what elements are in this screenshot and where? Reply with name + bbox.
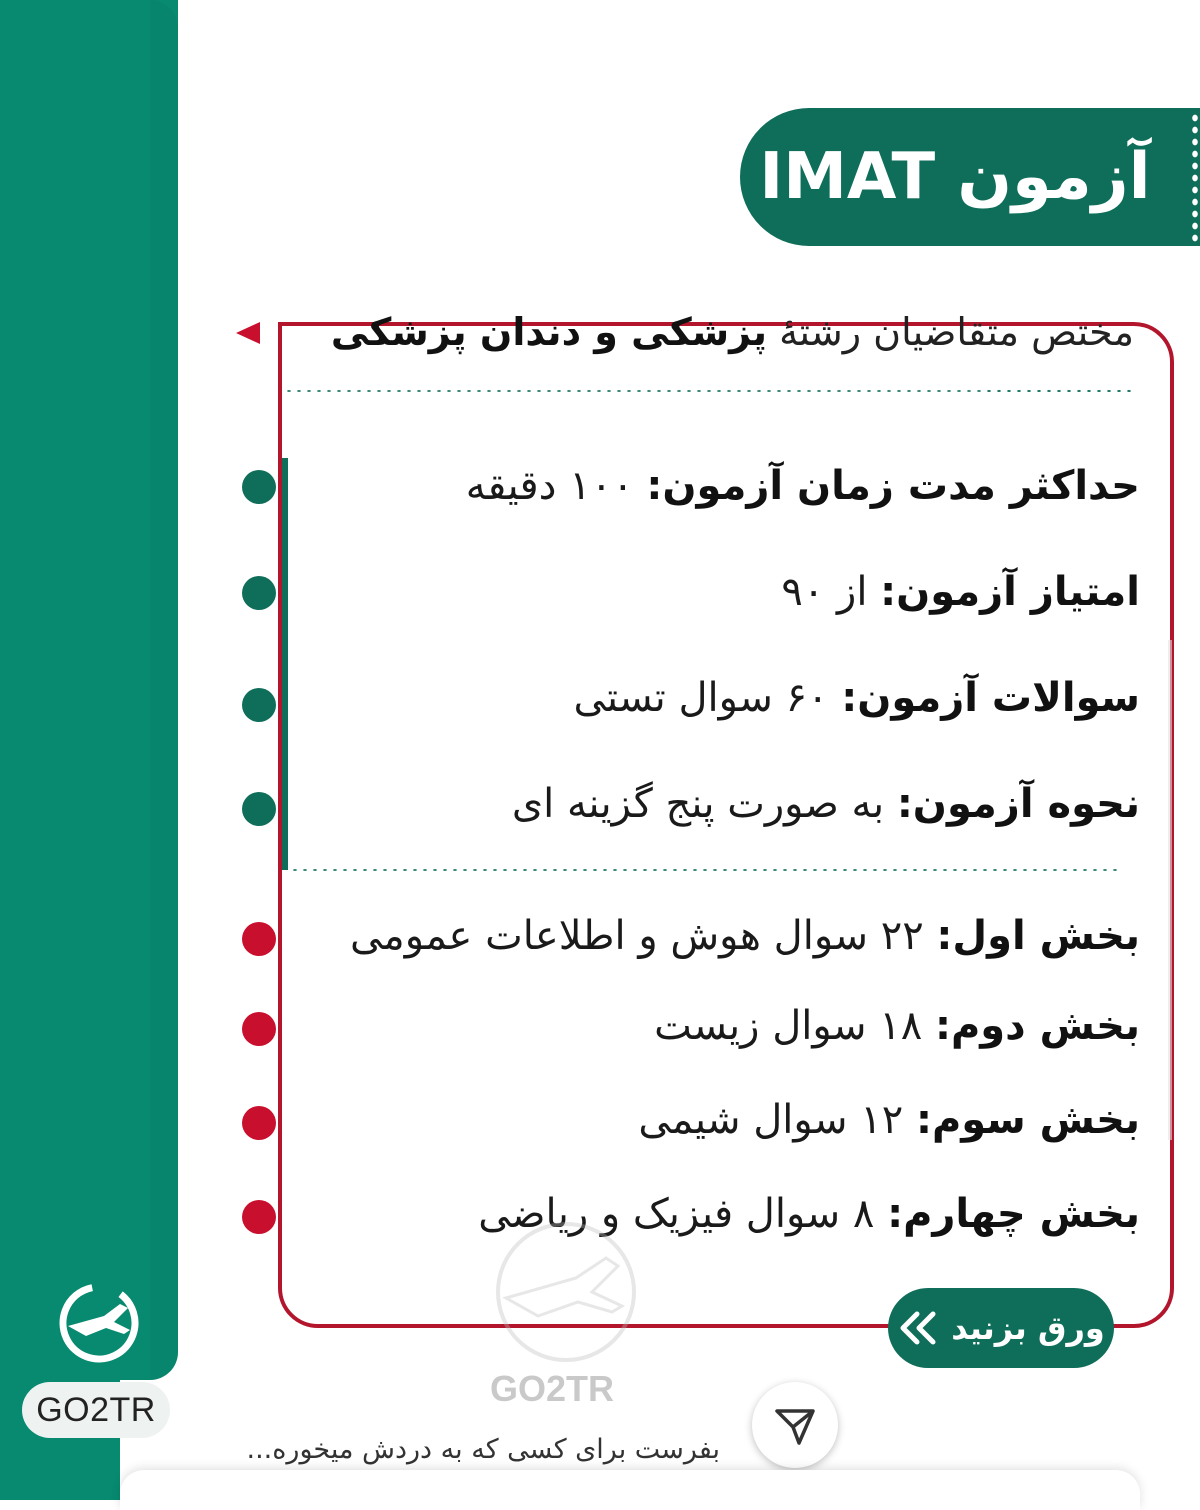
section-row-label: بخش اول: (936, 913, 1140, 959)
info-row-value: ۶۰ سوال تستی (573, 675, 842, 721)
bullet-green (242, 792, 276, 826)
swipe-button[interactable] (888, 1288, 1114, 1368)
section-row-value: ۸ سوال فیزیک و ریاضی (478, 1191, 888, 1237)
send-button[interactable] (752, 1382, 838, 1468)
sidebar-edge (150, 0, 178, 1380)
info-row-label: سوالات آزمون: (841, 675, 1140, 721)
brand-logo-icon (58, 1282, 140, 1364)
info-row (300, 456, 1140, 516)
brand-name-pill: GO2TR (22, 1382, 170, 1438)
page-title: آزمون IMAT (759, 140, 1151, 214)
info-row-value: از ۹۰ (781, 569, 881, 615)
bullet-green (242, 688, 276, 722)
section-row-label: بخش دوم: (934, 1003, 1140, 1049)
info-row (300, 774, 1140, 834)
bullet-green (242, 576, 276, 610)
info-row-label: امتیاز آزمون: (880, 569, 1140, 615)
info-row (300, 562, 1140, 622)
section-row-value: ۱۲ سوال شیمی (638, 1097, 916, 1143)
green-timeline-bar (282, 458, 288, 870)
section-row (300, 996, 1140, 1056)
send-icon (773, 1403, 817, 1447)
info-row-value: ۱۰۰ دقیقه (465, 463, 647, 509)
section-row (300, 1090, 1140, 1150)
side-watermark-icon (1164, 640, 1200, 1140)
double-chevron-left-icon (897, 1310, 941, 1346)
subtitle-bold: پزشکی و دندان پزشکی (330, 310, 767, 354)
bullet-red (242, 1012, 276, 1046)
subtitle (274, 304, 1134, 360)
bullet-red (242, 922, 276, 956)
divider-top (284, 389, 1136, 393)
swipe-button-label: ورق بزنید (951, 1309, 1105, 1347)
subtitle-prefix: مختص متقاضیان رشتهٔ (766, 310, 1134, 354)
info-row (300, 668, 1140, 728)
info-row-value: به صورت پنج گزینه ای (511, 781, 897, 827)
divider-middle (290, 868, 1122, 872)
section-row-value: ۲۲ سوال هوش و اطلاعات عمومی (349, 913, 937, 959)
info-row-label: نحوه آزمون: (896, 781, 1140, 827)
bullet-green (242, 470, 276, 504)
title-banner (740, 108, 1200, 246)
section-row (300, 906, 1140, 966)
bullet-red (242, 1106, 276, 1140)
arrow-left-icon (236, 322, 260, 344)
side-watermark (1150, 640, 1200, 1160)
section-row-label: بخش سوم: (915, 1097, 1140, 1143)
section-row (300, 1184, 1140, 1244)
section-row-value: ۱۸ سوال زیست (654, 1003, 935, 1049)
info-row-label: حداکثر مدت زمان آزمون: (646, 463, 1140, 509)
share-caption: بفرست برای کسی که به دردش میخوره... (246, 1434, 720, 1465)
bottom-panel (120, 1470, 1140, 1510)
watermark-text: GO2TR (490, 1368, 615, 1409)
section-row-label: بخش چهارم: (887, 1191, 1140, 1237)
bullet-red (242, 1200, 276, 1234)
title-dots-decoration (1190, 112, 1200, 242)
